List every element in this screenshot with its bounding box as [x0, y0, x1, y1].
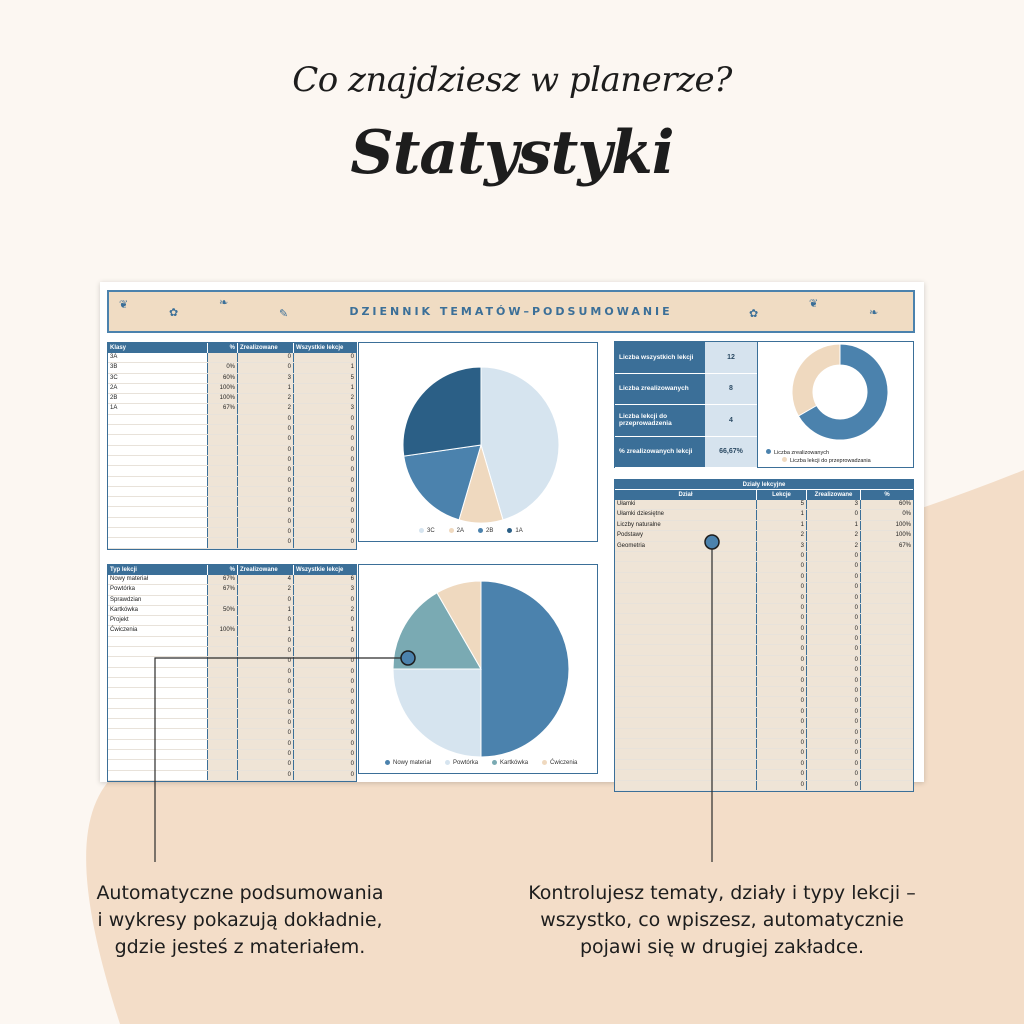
table-cell: 0 — [807, 594, 861, 603]
table-cell: 0 — [238, 518, 294, 527]
table-cell: 0 — [238, 760, 294, 769]
table-cell: 0 — [238, 435, 294, 444]
leaf-icon: ❦ — [119, 298, 132, 311]
table-cell: 3C — [108, 374, 208, 383]
table-cell: 0 — [757, 656, 807, 665]
table-cell: 0 — [294, 657, 356, 666]
table-cell: 0 — [238, 729, 294, 738]
table-cell: 0 — [238, 363, 294, 372]
leaf-icon: ✿ — [749, 307, 762, 320]
table-cell: 0 — [757, 552, 807, 561]
table-cell: Kartkówka — [108, 606, 208, 615]
table-cell: 1 — [238, 384, 294, 393]
page-subtitle: Co znajdziesz w planerze? — [292, 60, 732, 100]
table-cell: 0 — [807, 635, 861, 644]
table-cell: 3A — [108, 353, 208, 362]
header-cell: Wszystkie lekcje — [296, 345, 344, 351]
table-cell: 0 — [238, 477, 294, 486]
header-cell: Typ lekcji — [108, 565, 208, 575]
legend-label: Powtórka — [453, 760, 479, 767]
table-cell: 0 — [807, 708, 861, 717]
table-cell: 1 — [238, 626, 294, 635]
table-cell: 0 — [238, 771, 294, 780]
table-cell: 100% — [208, 394, 238, 403]
table-cell: 0 — [238, 657, 294, 666]
table-cell: 5 — [757, 500, 807, 509]
table-cell: Sprawdzian — [108, 596, 208, 605]
table-cell: 0 — [757, 604, 807, 613]
caption-line: pojawi się w drugiej zakładce. — [579, 936, 865, 958]
stat-label: Liczba zrealizowanych — [615, 374, 705, 405]
header-cell: % — [208, 565, 238, 575]
table-cell: Ćwiczenia — [108, 626, 208, 635]
table-cell: 100% — [895, 532, 911, 539]
table-cell: 0 — [238, 425, 294, 434]
table-cell: 3 — [757, 542, 807, 551]
table-cell: 0 — [294, 497, 356, 506]
table-cell: 0 — [807, 739, 861, 748]
caption-line: wszystko, co wpiszesz, automatycznie — [540, 909, 904, 931]
header-cell: Zrealizowane — [238, 565, 294, 575]
table-cell: 67% — [898, 542, 911, 549]
table-cell: 0 — [807, 687, 861, 696]
table-cell: 2A — [108, 384, 208, 393]
header-cell: Zrealizowane — [807, 490, 861, 500]
table-cell: Ułamki dziesiętne — [615, 510, 757, 519]
table-cell: 0 — [757, 677, 807, 686]
table-cell: 0 — [294, 435, 356, 444]
table-cell: 0 — [238, 668, 294, 677]
leaf-icon: ✿ — [169, 306, 182, 319]
header-cell: Wszystkie lekcje — [296, 567, 344, 573]
leaf-icon: ❧ — [219, 296, 232, 309]
table-cell: 0 — [807, 573, 861, 582]
table-cell: 0 — [757, 781, 807, 790]
table-cell: 0 — [757, 687, 807, 696]
table-cell: 0 — [807, 729, 861, 738]
table-cell: 1 — [807, 521, 861, 530]
caption-line: Automatyczne podsumowania — [96, 882, 384, 904]
table-cell: 0 — [238, 637, 294, 646]
table-cell: 100% — [208, 384, 238, 393]
table-cell: 0 — [807, 562, 861, 571]
table-cell: 0 — [807, 656, 861, 665]
table-cell: 1 — [294, 626, 356, 635]
leaf-icon: ❧ — [869, 306, 882, 319]
table-cell: 0 — [238, 709, 294, 718]
table-cell: 1A — [108, 404, 208, 413]
table-cell: 0 — [807, 718, 861, 727]
table-cell: 2 — [807, 531, 861, 540]
caption-right — [462, 880, 982, 961]
table-cell: 0 — [294, 466, 356, 475]
stat-value: 66,67% — [705, 437, 757, 468]
table-cell: 3 — [238, 374, 294, 383]
table-cell: Projekt — [108, 616, 208, 625]
table-cell: 0 — [238, 446, 294, 455]
legend-label: Kartkówka — [500, 760, 529, 767]
caption-line: Kontrolujesz tematy, działy i typy lekcji – — [528, 882, 916, 904]
table-cell: 2 — [294, 394, 356, 403]
table-cell: 0 — [757, 594, 807, 603]
table-cell: 0 — [757, 729, 807, 738]
table-cell: 0 — [294, 616, 356, 625]
table-cell: 0 — [807, 677, 861, 686]
table-cell: 0 — [757, 583, 807, 592]
table-cell: 2 — [238, 394, 294, 403]
table-cell: 0 — [294, 487, 356, 496]
table-cell: 0 — [238, 528, 294, 537]
table-cell: 100% — [208, 626, 238, 635]
table-cell: 0 — [238, 487, 294, 496]
table-cell: Powtórka — [108, 585, 208, 594]
legend-label: 3C — [427, 528, 435, 535]
stat-label: % zrealizowanych lekcji — [615, 437, 705, 468]
table-cell: 0 — [807, 645, 861, 654]
table-cell: 0 — [757, 760, 807, 769]
table-cell: 0 — [294, 596, 356, 605]
table-cell: 67% — [208, 404, 238, 413]
legend-label: Ćwiczenia — [550, 760, 578, 767]
table-cell: 3 — [294, 585, 356, 594]
table-cell: Podstawy — [615, 531, 757, 540]
table-cell: 0 — [757, 708, 807, 717]
table-cell: 0 — [294, 425, 356, 434]
caption-line: i wykresy pokazują dokładnie, — [97, 909, 383, 931]
table-cell: 5 — [294, 374, 356, 383]
page-title: Statystyki — [350, 118, 674, 188]
header-cell: Lekcje — [757, 490, 807, 500]
stat-label: Liczba wszystkich lekcji — [615, 342, 705, 373]
table-cell: 0 — [238, 456, 294, 465]
table-cell: 0 — [294, 750, 356, 759]
legend-label: 2B — [486, 528, 494, 535]
table-cell: 0 — [757, 614, 807, 623]
table-cell: 0 — [294, 415, 356, 424]
table-cell: 0 — [294, 637, 356, 646]
table-cell: 0 — [757, 573, 807, 582]
stat-value: 4 — [705, 405, 757, 436]
table-cell: 0 — [294, 477, 356, 486]
leaf-icon: ❦ — [809, 297, 822, 310]
table-cell: 0 — [294, 719, 356, 728]
legend-label: Liczba zrealizowanych — [774, 450, 830, 456]
table-cell: 0 — [238, 719, 294, 728]
header-cell: Zrealizowane — [238, 343, 294, 353]
table-cell: 0 — [238, 740, 294, 749]
table-cell: 2B — [108, 394, 208, 403]
table-cell: 0 — [807, 760, 861, 769]
caption-line: gdzie jesteś z materiałem. — [114, 936, 366, 958]
table-cell: Ułamki — [615, 500, 757, 509]
leaf-icon: ✎ — [279, 307, 292, 320]
table-cell: 0 — [294, 668, 356, 677]
table-cell: 1 — [294, 363, 356, 372]
table-cell: 1 — [757, 521, 807, 530]
table-cell: 0 — [294, 709, 356, 718]
header-cell: % — [884, 492, 890, 498]
table-cell: 3 — [294, 404, 356, 413]
table-cell: 3 — [807, 500, 861, 509]
table-cell: 2 — [294, 606, 356, 615]
table-cell: 0 — [238, 353, 294, 362]
table-cell: 0 — [294, 647, 356, 656]
table-cell: Liczby naturalne — [615, 521, 757, 530]
table-cell: 0 — [294, 507, 356, 516]
table-cell: 0 — [807, 666, 861, 675]
legend-label: Nowy materiał — [393, 760, 432, 767]
table-cell: 0 — [757, 739, 807, 748]
table-cell: 0 — [807, 749, 861, 758]
table-cell: 0 — [807, 552, 861, 561]
table-cell: 0 — [807, 604, 861, 613]
table-cell: 0 — [757, 666, 807, 675]
table-cell: 0 — [757, 625, 807, 634]
table-cell: 0 — [238, 699, 294, 708]
table-cell: 0 — [757, 562, 807, 571]
table-cell: 0 — [294, 456, 356, 465]
table-cell: 100% — [895, 521, 911, 528]
table-cell: 0 — [757, 635, 807, 644]
table-cell: 0 — [238, 688, 294, 697]
table-cell: 4 — [238, 575, 294, 584]
table-cell: 0 — [294, 760, 356, 769]
table-cell: 67% — [208, 585, 238, 594]
table-cell: 0 — [294, 688, 356, 697]
table-cell: Nowy materiał — [108, 575, 208, 584]
table-cell: 0 — [238, 497, 294, 506]
stat-label: Liczba lekcji do przeprowadzenia — [615, 405, 705, 436]
table-cell: 0 — [238, 647, 294, 656]
table-title: Działy lekcyjne — [615, 480, 913, 490]
table-cell: 0 — [294, 740, 356, 749]
table-cell: 0 — [294, 353, 356, 362]
table-cell: 0 — [238, 538, 294, 547]
table-cell: 0 — [807, 614, 861, 623]
table-cell: 0 — [294, 678, 356, 687]
legend-label: 1A — [515, 528, 523, 535]
table-cell: 0 — [238, 415, 294, 424]
table-cell: 0 — [757, 770, 807, 779]
table-cell: Geometria — [615, 542, 757, 551]
table-cell: 1 — [757, 510, 807, 519]
table-cell: 0 — [238, 750, 294, 759]
table-cell: 0 — [294, 538, 356, 547]
stat-value: 12 — [705, 342, 757, 373]
header-cell: Dział — [615, 490, 757, 500]
header-cell: % — [208, 343, 238, 353]
table-cell: 50% — [208, 606, 238, 615]
table-cell: 0 — [807, 583, 861, 592]
stat-value: 8 — [705, 374, 757, 405]
table-cell: 0 — [757, 697, 807, 706]
callout-dot-right — [705, 535, 719, 549]
table-cell: 6 — [294, 575, 356, 584]
table-cell: 0 — [294, 518, 356, 527]
table-cell: 0 — [238, 507, 294, 516]
table-cell: 2 — [807, 542, 861, 551]
header-cell: Klasy — [108, 343, 208, 353]
table-cell: 0 — [294, 771, 356, 780]
table-cell: 0 — [238, 596, 294, 605]
callout-line-left — [155, 658, 408, 862]
table-cell: 60% — [898, 501, 911, 507]
table-cell: 0 — [807, 510, 861, 519]
table-cell: 1 — [238, 606, 294, 615]
table-cell: 0 — [294, 528, 356, 537]
table-cell: 0 — [238, 616, 294, 625]
legend-label: 2A — [456, 528, 465, 535]
table-cell: 0 — [294, 729, 356, 738]
table-cell: 0 — [807, 697, 861, 706]
table-cell: 0% — [208, 363, 238, 372]
sheet-title: DZIENNIK TEMATÓW–PODSUMOWANIE — [349, 305, 673, 318]
table-cell: 2 — [238, 404, 294, 413]
table-cell: 0 — [757, 749, 807, 758]
table-cell: 0 — [807, 770, 861, 779]
table-cell: 60% — [208, 374, 238, 383]
table-cell: 1 — [294, 384, 356, 393]
table-cell: 67% — [208, 575, 238, 584]
caption-left — [30, 880, 450, 961]
table-cell: 0 — [757, 645, 807, 654]
table-cell: 0 — [757, 718, 807, 727]
table-cell: 0% — [902, 511, 911, 518]
table-cell: 0 — [807, 781, 861, 790]
table-cell: 3B — [108, 363, 208, 372]
table-cell: 0 — [238, 466, 294, 475]
table-cell: 0 — [238, 678, 294, 687]
legend-label: Liczba lekcji do przeprowadzania — [790, 458, 871, 464]
table-cell: 0 — [294, 699, 356, 708]
table-cell: 0 — [807, 625, 861, 634]
callout-dot-left — [401, 651, 415, 665]
table-cell: 2 — [757, 531, 807, 540]
table-cell: 0 — [294, 446, 356, 455]
table-cell: 2 — [238, 585, 294, 594]
